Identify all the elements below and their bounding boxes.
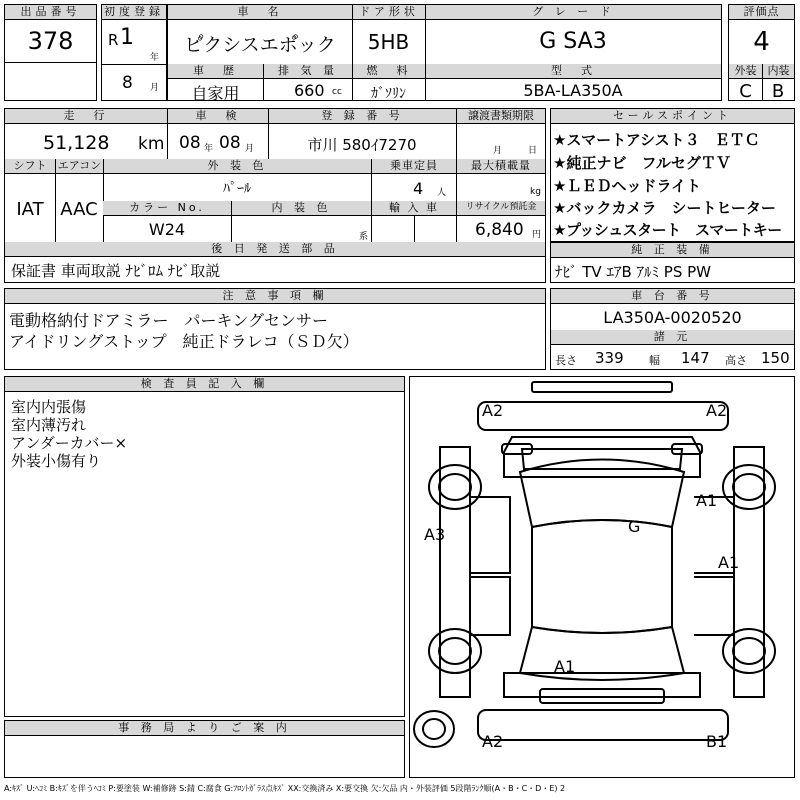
displacement-unit: cc — [332, 87, 342, 97]
recycle-label: リサイクル預託金 — [456, 201, 545, 216]
sales-point-5: ★プッシュスタート スマートキー — [553, 221, 782, 239]
sales-point-1: ★スマートアシスト３ ＥＴＣ — [553, 131, 760, 149]
registration-year: 1 — [120, 25, 134, 50]
door-type: 5HB — [367, 30, 410, 54]
width-value: 147 — [681, 349, 710, 367]
shift-label: シフト — [5, 159, 55, 174]
vehicle-history: 自家用 — [191, 84, 240, 103]
chassis-label: 車 台 番 号 — [551, 289, 794, 304]
transfer-deadline-label: 譲渡書類期限 — [456, 109, 545, 124]
later-parts-label: 後 日 発 送 部 品 — [5, 242, 545, 257]
inspection-month: 08 — [219, 133, 241, 153]
inspection-label: 車 検 — [167, 109, 268, 124]
sales-point-3: ★ＬＥＤヘッドライト — [553, 177, 701, 195]
interior-color-unit: 系 — [359, 232, 369, 242]
color-number: W24 — [148, 220, 186, 239]
registration-month: 8 — [122, 73, 133, 93]
length-value: 339 — [595, 349, 624, 367]
exterior-color-label: 外 装 色 — [103, 159, 371, 174]
mark-left-side: A3 — [424, 525, 446, 544]
length-label: 長さ — [555, 354, 577, 367]
car-name: ピ゚クシスエポ゚ック — [184, 34, 336, 56]
history-label: 車 歴 — [168, 64, 263, 79]
recycle-fee: 6,840 — [475, 220, 524, 240]
notes-box — [4, 288, 546, 370]
equipment-box — [550, 242, 795, 283]
width-label: 幅 — [649, 354, 660, 367]
ac-label: エアコン — [55, 159, 103, 174]
mark-front-left: A2 — [482, 401, 504, 420]
mark-right-rear: A1 — [718, 553, 740, 572]
inspection-month-unit: 月 — [245, 144, 255, 154]
inspector-label: 検 査 員 記 入 欄 — [5, 377, 404, 392]
mark-rear-left: A2 — [482, 732, 504, 751]
interior-color-label: 内 装 色 — [231, 201, 371, 216]
lot-label: 出品番号 — [5, 5, 96, 20]
sales-point-2: ★純正ナビ フルセグＴＶ — [553, 154, 731, 172]
chassis-box — [550, 288, 795, 370]
exterior-score-label: 外装 — [729, 64, 762, 79]
score-label: 評価点 — [729, 5, 794, 20]
model-code: 5BA-LA350A — [523, 81, 623, 100]
model-label: 型 式 — [425, 64, 721, 79]
interior-score: B — [771, 81, 785, 102]
office-label: 事 務 局 よ り ご 案 内 — [5, 721, 404, 736]
specs-box — [4, 108, 546, 283]
exterior-score: C — [739, 81, 752, 102]
grade: G SA3 — [539, 29, 607, 54]
inspection-year: 08 — [179, 133, 201, 153]
inspector-line-3: アンダーカバー× — [11, 434, 128, 452]
chassis-number: LA350A-0020520 — [603, 308, 742, 327]
car-outline-diagram — [410, 377, 794, 777]
first-registration-box — [101, 4, 167, 101]
inspection-year-unit: 年 — [204, 144, 214, 154]
equipment-label: 純 正 装 備 — [551, 243, 794, 258]
inspector-line-4: 外装小傷有り — [11, 452, 102, 470]
sales-point-4: ★バックカメラ シートヒーター — [553, 199, 776, 217]
import-label: 輸 入 車 — [371, 201, 456, 216]
lot-number: 378 — [27, 27, 74, 55]
notes-label: 注 意 事 項 欄 — [5, 289, 545, 304]
plate-number: 市川 580ｲ7270 — [307, 136, 417, 154]
mark-hatch: A1 — [554, 657, 576, 676]
ac-type: AAC — [60, 199, 98, 220]
fuel-type: ｶﾞｿﾘﾝ — [371, 86, 406, 102]
equipment-value: ﾅﾋﾞ TV ｴｱB ｱﾙﾐ PS PW — [555, 263, 711, 281]
displacement-label: 排 気 量 — [263, 64, 352, 79]
load-unit: kg — [530, 187, 541, 197]
transfer-month-unit: 月 — [493, 146, 503, 156]
office-box — [4, 720, 405, 778]
interior-score-label: 内装 — [762, 64, 794, 79]
mileage-label: 走 行 — [5, 109, 167, 124]
inspector-line-2: 室内薄汚れ — [11, 416, 87, 434]
color-no-label: カラー No. — [103, 201, 231, 216]
recycle-unit: 円 — [532, 230, 542, 240]
notes-line-2: アイドリングストップ 純正ドラレコ（ＳＤ欠） — [9, 332, 359, 351]
legend-text: A:ｷｽﾞ U:ﾍｺﾐ B:ｷｽﾞを伴うﾍｺﾐ P:要塗装 W:補修跡 S:錆 C:腐食 G:ﾌﾛﾝﾄｶﾞﾗｽ点ｷｽﾞ XX:交換済み X:要交換 欠:欠品 内・外装評価 5段階ﾗﾝｸ順(A・B・C・D・E) 2 — [4, 784, 566, 793]
mileage-value: 51,128 — [43, 132, 110, 154]
capacity-value: 4 — [413, 179, 424, 198]
notes-line-1: 電動格納付ドアミラー パーキングセンサー — [9, 311, 329, 330]
car-info-box — [167, 4, 722, 101]
inspector-box — [4, 376, 405, 717]
inspector-line-1: 室内内張傷 — [11, 398, 87, 416]
score-box — [728, 4, 795, 101]
dimensions-label: 諸 元 — [551, 330, 794, 345]
year-unit: 年 — [150, 53, 160, 63]
mark-roof: G — [628, 517, 641, 536]
capacity-unit: 人 — [437, 188, 447, 198]
fuel-label: 燃 料 — [352, 64, 425, 79]
shift-type: IAT — [16, 199, 44, 220]
door-label: ドア形状 — [352, 5, 425, 20]
overall-score: 4 — [753, 27, 770, 57]
capacity-label: 乗車定員 — [371, 159, 456, 174]
lot-box — [4, 4, 97, 101]
mileage-unit: km — [138, 134, 165, 154]
first-registration-label: 初度登録 — [104, 5, 164, 18]
era-letter: R — [108, 31, 119, 49]
mark-right-front-door: A1 — [696, 491, 718, 510]
sales-points-box — [550, 108, 795, 242]
later-parts-value: 保証書 車両取説 ﾅﾋﾞﾛﾑ ﾅﾋﾞ取説 — [11, 262, 221, 280]
month-unit: 月 — [150, 83, 160, 93]
sales-points-label: セールスポイント — [551, 109, 794, 124]
car-name-label: 車 名 — [168, 5, 352, 20]
mark-front-right: A2 — [706, 401, 728, 420]
displacement: 660 — [294, 81, 325, 100]
damage-diagram — [409, 376, 795, 778]
load-label: 最大積載量 — [456, 159, 545, 174]
grade-label: グ レ ー ド — [425, 5, 721, 20]
height-label: 高さ — [725, 354, 747, 367]
transfer-day-unit: 日 — [528, 146, 538, 156]
plate-label: 登 録 番 号 — [268, 109, 456, 124]
exterior-color: ﾊﾟｰﾙ — [223, 181, 251, 197]
mark-rear-right: B1 — [706, 732, 728, 751]
height-value: 150 — [761, 349, 790, 367]
